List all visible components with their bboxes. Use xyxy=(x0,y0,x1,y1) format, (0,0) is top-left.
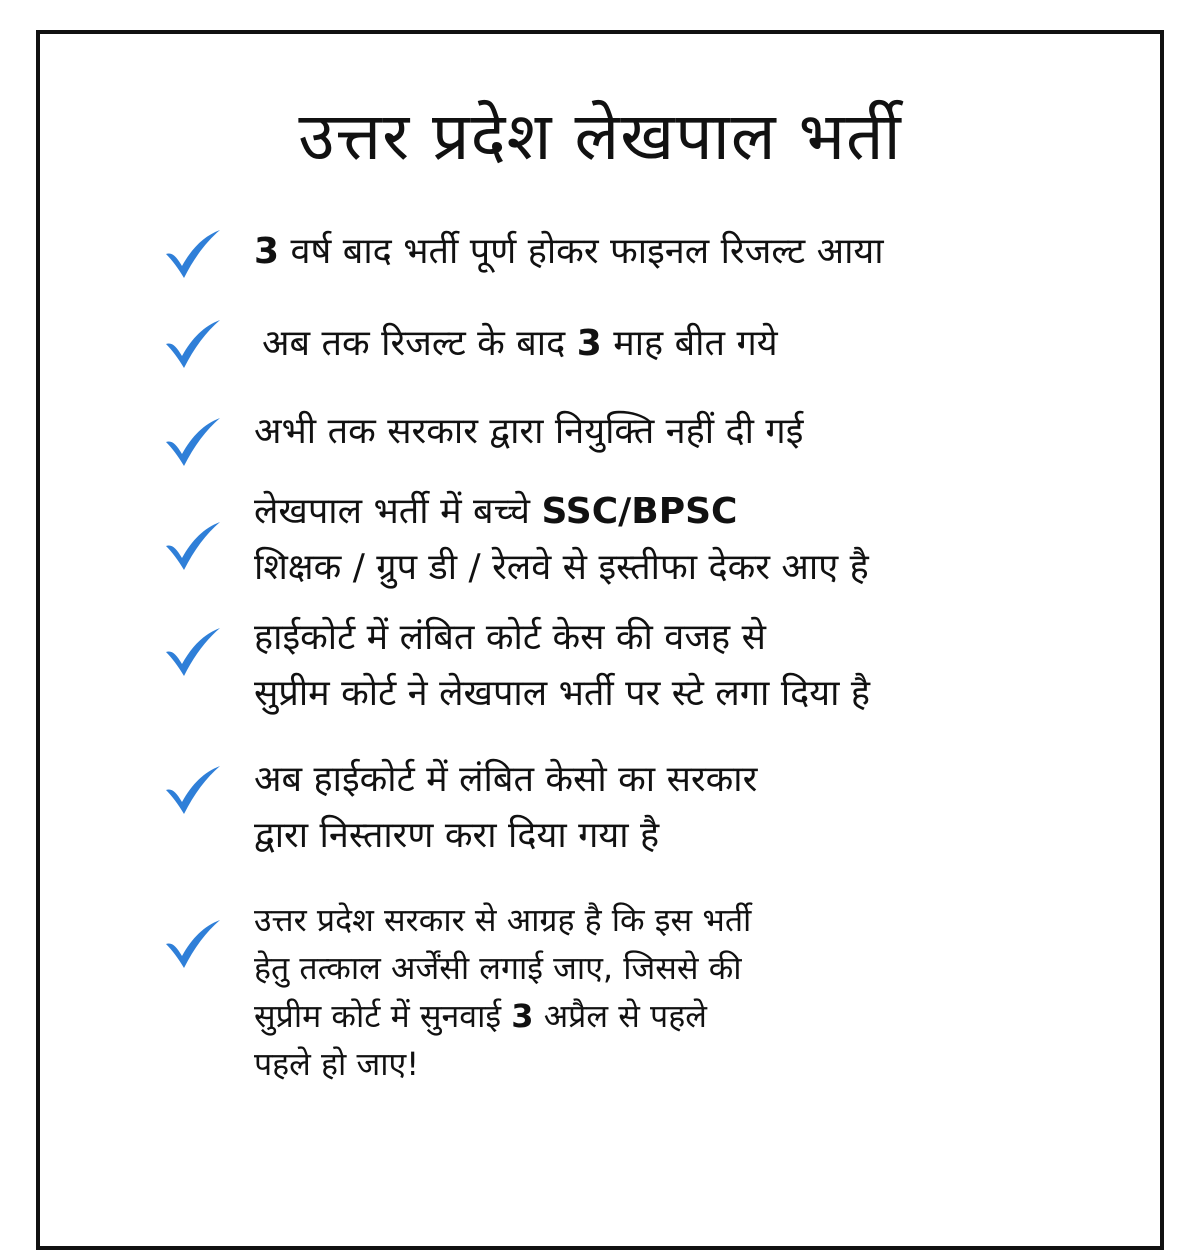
line-text: अब हाईकोर्ट में लंबित केसो का सरकार xyxy=(254,759,758,800)
list-item-line xyxy=(254,896,751,944)
line-text: हाईकोर्ट में लंबित कोर्ट केस की वजह से xyxy=(254,617,766,658)
check-icon xyxy=(162,228,224,280)
list-item-line xyxy=(254,1040,751,1088)
list-item-text xyxy=(254,224,884,280)
line-text: हेतु तत्काल अर्जेंसी लगाई जाए, जिससे की xyxy=(254,949,742,987)
bold-text: 3 xyxy=(576,323,602,364)
list-item-line xyxy=(254,610,870,666)
list-item-text xyxy=(254,404,803,460)
check-icon xyxy=(162,764,224,816)
line-text: उत्तर प्रदेश सरकार से आग्रह है कि इस भर्ती xyxy=(254,901,752,939)
list-item-line xyxy=(254,666,870,722)
list-item-text xyxy=(254,752,757,864)
line-text: सुप्रीम कोर्ट में सुनवाई xyxy=(254,997,512,1035)
line-text: पहले हो जाए! xyxy=(254,1045,420,1083)
list-item-line xyxy=(254,484,869,540)
check-icon xyxy=(162,318,224,370)
check-icon xyxy=(162,520,224,572)
list-item-text xyxy=(254,610,870,722)
line-text: लेखपाल भर्ती में बच्चे xyxy=(254,491,542,532)
line-text: माह बीत गये xyxy=(601,323,778,364)
list-item-text xyxy=(254,484,869,596)
list-item-line xyxy=(262,316,778,372)
line-text: अप्रैल से पहले xyxy=(533,997,707,1035)
list-item-line xyxy=(254,224,884,280)
bold-number: 3 xyxy=(254,231,280,272)
line-text: अभी तक सरकार द्वारा नियुक्ति नहीं दी गई xyxy=(254,411,804,452)
list-item-line xyxy=(254,992,751,1040)
check-icon xyxy=(162,416,224,468)
list-item-line xyxy=(254,404,803,460)
bold-text: SSC/BPSC xyxy=(541,491,738,532)
check-icon xyxy=(162,918,224,970)
bold-text: 3 xyxy=(511,997,534,1035)
line-text: वर्ष बाद भर्ती पूर्ण होकर फाइनल रिजल्ट आया xyxy=(279,231,884,272)
list-item-line xyxy=(254,944,751,992)
line-text: सुप्रीम कोर्ट ने लेखपाल भर्ती पर स्टे लगा दिया है xyxy=(254,673,871,714)
list-item-text xyxy=(262,316,778,372)
list-item-line xyxy=(254,752,757,808)
line-text: अब तक रिजल्ट के बाद xyxy=(262,323,577,364)
list-item-line xyxy=(254,808,757,864)
list-item-line xyxy=(254,540,869,596)
check-icon xyxy=(162,626,224,678)
page-title: उत्तर प्रदेश लेखपाल भर्ती xyxy=(298,98,902,175)
line-text: द्वारा निस्तारण करा दिया गया है xyxy=(254,815,660,856)
line-text: शिक्षक / ग्रुप डी / रेलवे से इस्तीफा देकर आए है xyxy=(254,547,869,588)
list-item-text xyxy=(254,896,751,1088)
